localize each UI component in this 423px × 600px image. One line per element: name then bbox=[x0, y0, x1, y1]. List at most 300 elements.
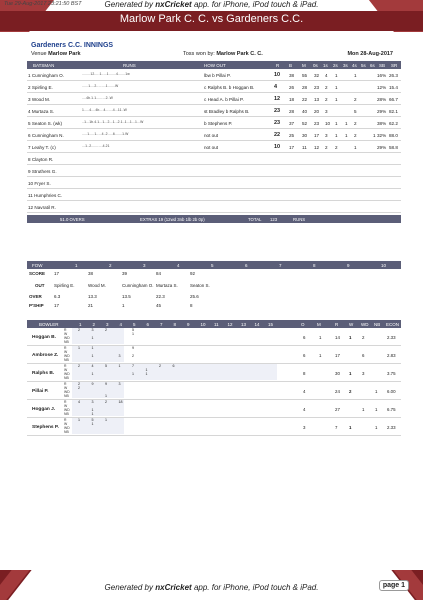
fow-pship-value: 1 bbox=[122, 303, 125, 308]
bowler-name: Hoggan B. bbox=[32, 335, 56, 340]
bowler-over-cell: 2 bbox=[78, 364, 80, 368]
bowler-over-cell: 1 bbox=[91, 354, 94, 358]
bowler-over-cell: 1 bbox=[132, 372, 134, 376]
fow-col: 8 bbox=[313, 263, 316, 268]
top-banner bbox=[0, 0, 423, 32]
bowler-nb: 1 bbox=[375, 425, 378, 430]
over-col: 2 bbox=[92, 322, 96, 327]
table-row bbox=[27, 177, 401, 189]
bowler-row-label: W bbox=[64, 422, 68, 426]
batsman-name-text: Seaton S. (wk) bbox=[31, 121, 62, 126]
batsman-z: 32 bbox=[314, 73, 320, 78]
batsman-r: 22 bbox=[274, 132, 281, 138]
bowler-over-cell: 2 bbox=[78, 382, 80, 386]
fow-out-label: OUT bbox=[35, 283, 45, 288]
batsman-number: 9 bbox=[28, 169, 31, 174]
bowler-o: 4 bbox=[303, 407, 306, 412]
batsman-sr: 62.2 bbox=[389, 121, 398, 126]
col-r: R bbox=[335, 322, 339, 327]
bowler-row-label: W bbox=[64, 332, 68, 336]
batsman-b: 18 bbox=[289, 97, 295, 102]
bowler-row-label: R bbox=[64, 364, 67, 368]
generated-by-text bbox=[0, 0, 423, 9]
batsman-z: 17 bbox=[314, 133, 320, 138]
col-o: O bbox=[301, 322, 305, 327]
bowler-r: 17 bbox=[335, 353, 340, 358]
bowler-o: 8 bbox=[303, 371, 306, 376]
bowler-row-label: R bbox=[64, 400, 67, 404]
batsman-sr: 88.0 bbox=[389, 133, 398, 138]
batsman-s2: 1 bbox=[335, 121, 338, 126]
batsman-balls: ........12.....1.....1.......4.......1w bbox=[82, 72, 130, 76]
generated-prefix: Generated by bbox=[104, 0, 153, 9]
fow-score-value: 17 bbox=[54, 271, 60, 276]
batsman-sb: 29% bbox=[377, 109, 387, 114]
bowler-over-cell: 1 bbox=[91, 372, 94, 376]
bowler-over-cell: 2 bbox=[78, 386, 80, 390]
bowler-over-cell: 5 bbox=[91, 418, 94, 422]
footer bbox=[0, 570, 423, 600]
bowler-wd: 1 bbox=[362, 407, 365, 412]
bowler-over-cell: 1 bbox=[91, 346, 94, 350]
col-bowler: BOWLER bbox=[39, 322, 59, 327]
batsman-name-text: Cunningham N. bbox=[31, 133, 64, 138]
bowling-rows bbox=[27, 328, 401, 436]
batsman-r: 10 bbox=[274, 72, 281, 78]
batsman-sr: 82.1 bbox=[389, 109, 398, 114]
batsman-m: 11 bbox=[302, 145, 307, 150]
batsman-sr: 66.7 bbox=[389, 97, 398, 102]
over-col: 14 bbox=[254, 322, 260, 327]
bowler-o: 6 bbox=[303, 335, 306, 340]
batsman-b: 38 bbox=[289, 73, 295, 78]
batsman-sb: 29% bbox=[377, 145, 387, 150]
fow-over-value: 6.3 bbox=[54, 294, 61, 299]
fow-score-value: 92 bbox=[190, 271, 196, 276]
batsman-sb: 38% bbox=[377, 121, 387, 126]
table-row bbox=[27, 346, 401, 364]
fow-score-row bbox=[27, 269, 401, 278]
bowler-name: Pillai P. bbox=[32, 389, 49, 394]
bowler-wd: 3 bbox=[362, 371, 365, 376]
fow-col: 2 bbox=[109, 263, 112, 268]
toss-value: Marlow Park C. C. bbox=[216, 51, 263, 57]
over-col: 5 bbox=[133, 322, 136, 327]
bowler-over-cell: 2 bbox=[159, 364, 161, 368]
batsman-r: 4 bbox=[274, 84, 278, 90]
batsman-name-text: Wood M. bbox=[31, 97, 51, 102]
bowler-over-cell: 1 bbox=[145, 368, 148, 372]
batsman-s4: 2 bbox=[354, 121, 357, 126]
batsman-s4: 1 bbox=[354, 145, 357, 150]
batsman-how-out: c Head A. b Pillai P. bbox=[204, 97, 244, 102]
col-b: B bbox=[289, 63, 293, 68]
footer-generated-suffix: app. for iPhone, iPod touch & iPad. bbox=[193, 583, 319, 592]
col-5s: 5s bbox=[361, 63, 366, 68]
table-row bbox=[27, 117, 401, 129]
batsman-number: 6 bbox=[28, 133, 31, 138]
fow-col: 6 bbox=[245, 263, 248, 268]
fow-over-label: OVER bbox=[29, 294, 42, 299]
batsman-sr: 15.4 bbox=[389, 85, 398, 90]
batsman-sb: 12% bbox=[377, 85, 387, 90]
extras: EXTRAS 19 (12wd 3nb 1lb 2b 0p) bbox=[140, 217, 205, 222]
bowler-o: 4 bbox=[303, 389, 306, 394]
col-6s: 6s bbox=[370, 63, 375, 68]
bowler-w: 1 bbox=[349, 335, 352, 340]
batsman-b: 26 bbox=[289, 85, 295, 90]
over-col: 6 bbox=[146, 322, 150, 327]
fow-pship-value: 45 bbox=[156, 303, 162, 308]
batsman-name bbox=[28, 85, 53, 90]
bowling-header bbox=[27, 320, 401, 328]
batsman-sr: 58.8 bbox=[389, 145, 398, 150]
bowler-over-cell: 1 bbox=[78, 418, 80, 422]
table-row bbox=[27, 201, 401, 213]
batsman-name bbox=[28, 97, 50, 102]
fow-pship-row bbox=[27, 301, 401, 310]
bowler-over-cell: 5 bbox=[105, 364, 107, 368]
bowler-row-label: NB bbox=[64, 430, 69, 434]
bowler-over-cell: 1 bbox=[118, 364, 121, 368]
fow-col: 5 bbox=[211, 263, 214, 268]
bowler-over-cell: 7 bbox=[132, 364, 134, 368]
bowler-row-label: NB bbox=[64, 412, 69, 416]
bowler-row-label: NB bbox=[64, 394, 69, 398]
venue-value: Marlow Park bbox=[48, 51, 81, 57]
over-col: 9 bbox=[187, 322, 190, 327]
total-label: TOTAL bbox=[248, 217, 262, 222]
fow-over-row bbox=[27, 292, 401, 301]
batsman-how-out: not out bbox=[204, 145, 219, 150]
fow-score-value: 38 bbox=[88, 271, 94, 276]
table-row bbox=[27, 165, 401, 177]
bowler-row-label: W bbox=[64, 368, 68, 372]
table-row bbox=[27, 81, 401, 93]
bowler-r: 27 bbox=[335, 407, 340, 412]
batsman-balls: ......1....2.........1.......W bbox=[82, 84, 119, 88]
batsman-number: 11 bbox=[28, 193, 33, 198]
bowler-over-cell: 4 bbox=[91, 364, 94, 368]
bowler-over-cell: 1 bbox=[132, 332, 134, 336]
col-econ: ECON bbox=[386, 322, 400, 327]
bowling-table bbox=[27, 320, 401, 436]
batsman-name bbox=[28, 109, 54, 114]
fow-col: 10 bbox=[381, 263, 387, 268]
table-row bbox=[27, 69, 401, 81]
batsman-z: 23 bbox=[314, 121, 320, 126]
batsman-name-text: Humphries C. bbox=[34, 193, 63, 198]
table-row bbox=[27, 105, 401, 117]
toss-label: Toss won by: bbox=[183, 51, 215, 57]
batsman-m: 40 bbox=[302, 109, 308, 114]
page-number: page 1 bbox=[379, 580, 409, 591]
runs-label: RUNS bbox=[293, 217, 306, 222]
batsman-m: 22 bbox=[302, 97, 308, 102]
batsman-sb: 16% bbox=[377, 73, 387, 78]
bowler-nb: 1 bbox=[375, 407, 378, 412]
fall-of-wickets bbox=[27, 261, 401, 310]
table-row bbox=[27, 153, 401, 165]
bowler-row-label: R bbox=[64, 328, 67, 332]
col-how-out: HOW OUT bbox=[204, 63, 226, 68]
fow-out-value: Wood M. bbox=[88, 283, 106, 288]
over-col: 7 bbox=[160, 322, 163, 327]
bowler-nb: 1 bbox=[375, 389, 378, 394]
table-row bbox=[27, 418, 401, 436]
bowler-w: 2 bbox=[349, 389, 352, 394]
batsman-how-out: not out bbox=[204, 133, 219, 138]
bowler-row-label: WD bbox=[64, 354, 70, 358]
fow-out-value: Spirling E. bbox=[54, 283, 75, 288]
batsman-s1: 10 bbox=[325, 121, 331, 126]
over-col: 10 bbox=[200, 322, 206, 327]
fow-out-row bbox=[27, 278, 401, 292]
bowler-row-label: WD bbox=[64, 336, 70, 340]
batsman-name bbox=[28, 157, 53, 162]
bowler-row-label: R bbox=[64, 382, 67, 386]
batsman-number: 8 bbox=[28, 157, 31, 162]
batsman-name-text: Leahy T. (c) bbox=[31, 145, 56, 150]
fow-pship-value: 8 bbox=[190, 303, 193, 308]
footer-generated-by bbox=[0, 583, 423, 592]
table-row bbox=[27, 189, 401, 201]
venue bbox=[31, 51, 81, 57]
batsman-r: 12 bbox=[274, 96, 281, 102]
match-date: Mon 28-Aug-2017 bbox=[347, 51, 393, 57]
col-nb: NB bbox=[374, 322, 381, 327]
total-overs: 51.0 OVERS bbox=[60, 217, 85, 222]
over-col: 4 bbox=[119, 322, 123, 327]
bowler-r: 7 bbox=[335, 425, 338, 430]
bowler-over-cell: 6 bbox=[172, 364, 175, 368]
batsman-name-text: Struthers G. bbox=[31, 169, 57, 174]
bowler-row-label: W bbox=[64, 386, 68, 390]
bowler-r: 14 bbox=[335, 335, 340, 340]
batsman-sb: 28% bbox=[377, 97, 387, 102]
batsman-z: 23 bbox=[314, 85, 320, 90]
bowler-over-cell: 3 bbox=[91, 400, 94, 404]
fow-col: 4 bbox=[177, 263, 180, 268]
col-w: W bbox=[349, 322, 354, 327]
col-2s: 2s bbox=[333, 63, 338, 68]
batsman-s4: 5 bbox=[354, 109, 357, 114]
batsman-name-text: Clayton R. bbox=[31, 157, 54, 162]
batsman-name-text: Spirling E. bbox=[31, 85, 53, 90]
bowler-row-label: NB bbox=[64, 340, 69, 344]
batsman-number: 10 bbox=[28, 181, 34, 186]
bowler-econ: 6.75 bbox=[387, 407, 396, 412]
batsman-number: 5 bbox=[28, 121, 31, 126]
bowler-o: 6 bbox=[303, 353, 306, 358]
batsman-name-text: Murtaza S. bbox=[31, 109, 55, 114]
bowler-over-cell: 1 bbox=[105, 418, 107, 422]
bowler-over-cell: 3 bbox=[91, 328, 94, 332]
bowler-name: Hoggan J. bbox=[32, 407, 56, 412]
batting-totals bbox=[27, 215, 401, 223]
innings-title: Gardeners C.C. INNINGS bbox=[31, 42, 114, 49]
bowler-w: 1 bbox=[349, 371, 352, 376]
bowler-econ: 3.75 bbox=[387, 371, 396, 376]
bowler-over-cell: 5 bbox=[132, 328, 134, 332]
col-0s: 0s bbox=[313, 63, 318, 68]
bowler-o: 3 bbox=[303, 425, 306, 430]
batsman-how-out: st Bradley b Ralphs B. bbox=[204, 109, 250, 114]
bowler-row-label: WD bbox=[64, 372, 70, 376]
batsman-s2: 1 bbox=[335, 97, 338, 102]
bowler-row-label: WD bbox=[64, 408, 70, 412]
table-row bbox=[27, 400, 401, 418]
bowler-row-label: R bbox=[64, 418, 67, 422]
fow-score-value: 84 bbox=[156, 271, 162, 276]
bowler-over-cell: 9 bbox=[91, 382, 94, 386]
table-row bbox=[27, 382, 401, 400]
table-row bbox=[27, 141, 401, 153]
fow-header bbox=[27, 261, 401, 269]
batsman-r: 23 bbox=[274, 120, 281, 126]
batting-table bbox=[27, 61, 401, 223]
bowler-over-cell: 4 bbox=[78, 400, 80, 404]
batsman-m: 30 bbox=[302, 133, 308, 138]
col-4s: 4s bbox=[352, 63, 357, 68]
bowler-over-cell: 9 bbox=[132, 346, 134, 350]
batsman-b: 37 bbox=[289, 121, 295, 126]
batsman-s1: 3 bbox=[325, 133, 328, 138]
fow-col: 9 bbox=[347, 263, 350, 268]
bowler-row-shade bbox=[72, 364, 277, 380]
bowler-over-cell: 2 bbox=[105, 328, 107, 332]
bowler-over-cell: 2 bbox=[132, 354, 134, 358]
bowler-wd: 2 bbox=[362, 335, 365, 340]
batsman-how-out: lbw b Pillai P. bbox=[204, 73, 231, 78]
bowler-over-cell: 1 bbox=[78, 346, 80, 350]
fow-col: 3 bbox=[143, 263, 146, 268]
batsman-s1: 2 bbox=[325, 145, 328, 150]
batsman-s4: 2 bbox=[354, 97, 357, 102]
batsman-z: 13 bbox=[314, 97, 320, 102]
col-wd: WD bbox=[361, 322, 369, 327]
over-col: 1 bbox=[79, 322, 82, 327]
bowler-over-cell: 1 bbox=[105, 394, 107, 398]
bowler-row-label: R bbox=[64, 346, 67, 350]
bowler-over-cell: 3 bbox=[118, 354, 121, 358]
batsman-s1: 4 bbox=[325, 73, 328, 78]
batsman-name bbox=[28, 205, 56, 210]
generated-suffix: app. for iPhone, iPod touch & iPad. bbox=[193, 0, 319, 9]
fow-pship-label: P'SHIP bbox=[29, 303, 44, 308]
batsman-b: 25 bbox=[289, 133, 295, 138]
fow-col: 1 bbox=[75, 263, 78, 268]
col-1s: 1s bbox=[323, 63, 328, 68]
fow-pship-value: 21 bbox=[88, 303, 94, 308]
batsman-z: 12 bbox=[314, 145, 320, 150]
batsman-balls: 1.....4....4b....4.......4...11..W bbox=[82, 108, 127, 112]
batting-header bbox=[27, 61, 401, 69]
bowler-r: 24 bbox=[335, 389, 340, 394]
batsman-number: 3 bbox=[28, 97, 31, 102]
batsman-name bbox=[28, 145, 56, 150]
bowler-econ: 2.33 bbox=[387, 425, 396, 430]
batsman-balls: .....1.....1.....4..2.....6.......1.W bbox=[82, 132, 129, 136]
fow-out-value: Murtaza S. bbox=[156, 283, 178, 288]
over-col: 12 bbox=[227, 322, 233, 327]
batsman-name-text: Cunningham O. bbox=[31, 73, 65, 78]
bowler-row-label: W bbox=[64, 404, 68, 408]
batsman-r: 23 bbox=[274, 108, 281, 114]
over-col: 13 bbox=[241, 322, 247, 327]
batsman-balls: ..1...1b.4.1...1...2...1...2.1..1...1...1...W bbox=[82, 120, 144, 124]
col-m: M bbox=[317, 322, 321, 327]
batsman-number: 12 bbox=[28, 205, 34, 210]
fow-out-value: Cunningham O. bbox=[122, 283, 154, 288]
batsman-sb: 32% bbox=[377, 133, 387, 138]
bowler-econ: 2.83 bbox=[387, 353, 396, 358]
batsman-m: 52 bbox=[302, 121, 308, 126]
bowler-m: 1 bbox=[319, 335, 322, 340]
bowler-over-cell: 9 bbox=[105, 382, 107, 386]
fow-out-value: Seaton S. bbox=[190, 283, 210, 288]
fow-label: FOW bbox=[32, 263, 43, 268]
bowler-wd: 6 bbox=[362, 353, 365, 358]
batsman-name bbox=[28, 73, 64, 78]
over-col: 11 bbox=[214, 322, 219, 327]
batsman-b: 17 bbox=[289, 145, 295, 150]
batsman-s1: 3 bbox=[325, 109, 328, 114]
bowler-over-cell: 1 bbox=[91, 422, 94, 426]
col-sr: SR bbox=[391, 63, 398, 68]
batsman-s3: 1 bbox=[345, 133, 348, 138]
bowler-over-cell: 1 bbox=[91, 336, 94, 340]
app-name: nxCricket bbox=[155, 0, 192, 9]
bowler-row-label: WD bbox=[64, 390, 70, 394]
bowler-row-label: WD bbox=[64, 426, 70, 430]
col-3s: 3s bbox=[343, 63, 348, 68]
bowler-r: 30 bbox=[335, 371, 340, 376]
batsman-s2: 2 bbox=[335, 145, 338, 150]
bowler-over-cell: 2 bbox=[105, 400, 107, 404]
table-row bbox=[27, 129, 401, 141]
batsman-name bbox=[28, 169, 57, 174]
bowler-name: Ralphs B. bbox=[32, 371, 55, 376]
batsman-name-text: Navratil R. bbox=[34, 205, 56, 210]
col-sb: SB bbox=[379, 63, 386, 68]
over-col: 15 bbox=[268, 322, 274, 327]
batsman-how-out: b Stephens P. bbox=[204, 121, 233, 126]
bowler-econ: 6.00 bbox=[387, 389, 396, 394]
over-col: 3 bbox=[106, 322, 109, 327]
bowler-name: Stephens P. bbox=[32, 425, 59, 430]
bowler-row-label: W bbox=[64, 350, 68, 354]
fow-score-value: 39 bbox=[122, 271, 128, 276]
batsman-number: 7 bbox=[28, 145, 31, 150]
bowler-over-cell: 18 bbox=[118, 400, 123, 404]
batsman-balls: ....4b.1.1.........2..W bbox=[82, 96, 113, 100]
batsman-s2: 1 bbox=[335, 85, 338, 90]
bowler-name: Ambrose Z. bbox=[32, 353, 59, 358]
print-timestamp: Tue 29-Aug-2017 23:21:50 BST bbox=[4, 1, 82, 7]
venue-label: Venue bbox=[31, 51, 47, 57]
batsman-m: 55 bbox=[302, 73, 308, 78]
bowler-econ: 2.33 bbox=[387, 335, 396, 340]
batsman-z: 20 bbox=[314, 109, 320, 114]
batsman-s2: 1 bbox=[335, 133, 338, 138]
batsman-s4: 1 bbox=[354, 73, 357, 78]
batsman-b: 28 bbox=[289, 109, 295, 114]
batsman-name bbox=[28, 193, 62, 198]
batsman-sr: 26.3 bbox=[389, 73, 398, 78]
col-runs: RUNS bbox=[123, 63, 136, 68]
fow-over-value: 25.6 bbox=[190, 294, 199, 299]
